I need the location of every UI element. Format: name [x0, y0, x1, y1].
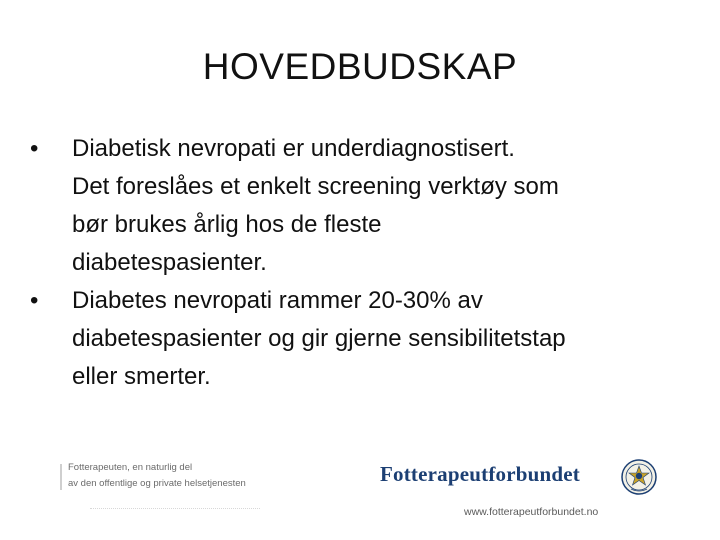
footer	[60, 450, 700, 530]
bullet-item	[28, 130, 708, 282]
brand-name: Fotterapeutforbundet	[380, 462, 580, 486]
divider	[90, 508, 260, 510]
bullet-list	[28, 130, 708, 396]
bullet-item	[28, 282, 708, 396]
tagline	[68, 460, 288, 492]
bullet-line: bør brukes årlig hos de fleste	[72, 211, 382, 238]
bullet-line: Diabetes nevropati rammer 20-30% av	[72, 287, 483, 314]
tagline-line: Fotterapeuten, en naturlig del	[68, 462, 193, 473]
bullet-line: diabetespasienter og gir gjerne sensibilitetstap	[72, 325, 566, 352]
bullet-line: eller smerter.	[72, 363, 211, 390]
tagline-line: av den offentlige og private helsetjenesten	[68, 478, 246, 489]
website-link[interactable]: www.fotterapeutforbundet.no	[464, 506, 599, 518]
bullet-line: Diabetisk nevropati er underdiagnostisert.	[72, 135, 515, 162]
bullet-line: diabetespasienter.	[72, 249, 267, 276]
tagline-divider	[60, 464, 68, 490]
bullet-marker: •	[30, 135, 39, 162]
slide-title: HOVEDBUDSKAP	[202, 46, 518, 87]
bullet-line: Det foreslåes et enkelt screening verktøy som	[72, 173, 559, 200]
bullet-marker: •	[30, 287, 39, 314]
association-seal-icon	[620, 458, 658, 496]
